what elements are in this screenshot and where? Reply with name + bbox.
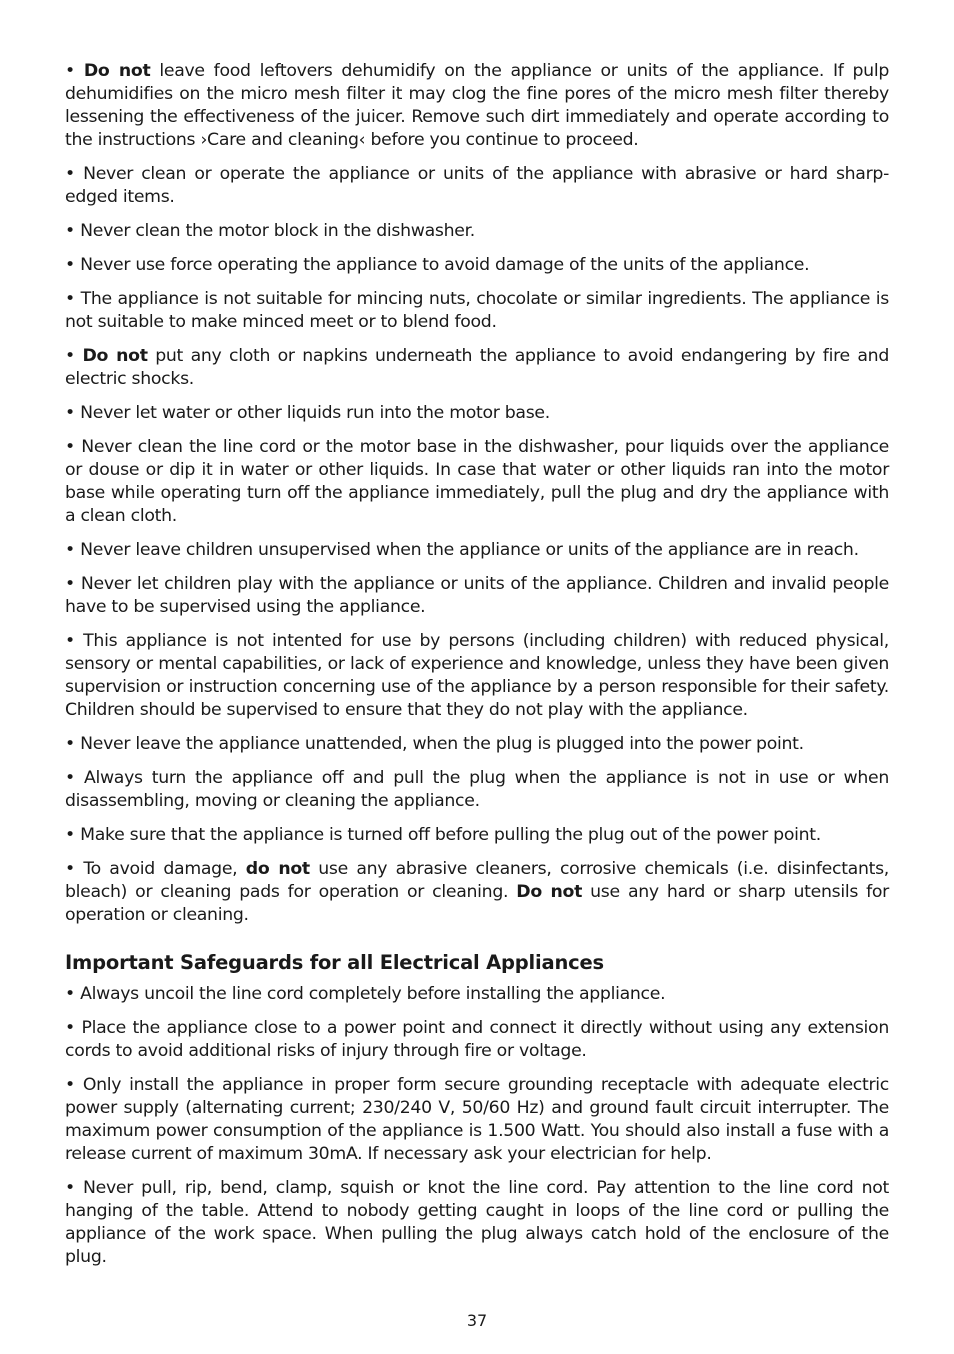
safety-paragraph xyxy=(65,254,889,277)
safety-paragraph xyxy=(65,824,889,847)
paragraph-text: leave food leftovers dehumidify on the appliance or units of the appliance. If pulp dehumidifies on the micro mesh filter it may clog the fine pores of the micro mesh filter thereby lessening the effectiveness of the juicer. Remove such dirt immediately and operate according to the instructions ›Care and cleaning‹ before you continue to proceed. xyxy=(65,61,889,150)
paragraph-text: Never leave children unsupervised when the appliance or units of the appliance are in reach. xyxy=(80,540,859,560)
paragraph-text: Never clean the line cord or the motor base in the dishwasher, pour liquids over the appliance or douse or dip it in water or other liquids. In case that water or other liquids ran into the motor base while operating turn off the appliance immediately, pull the plug and dry the appliance with a clean cloth. xyxy=(65,437,889,526)
safety-paragraph xyxy=(65,60,889,152)
paragraph-text: Never use force operating the appliance to avoid damage of the units of the appliance. xyxy=(80,255,810,275)
page-number: 37 xyxy=(466,1311,488,1330)
safety-paragraph xyxy=(65,630,889,722)
paragraph-text: To avoid damage, xyxy=(83,859,246,879)
bullet: • xyxy=(65,1075,75,1095)
safety-paragraph xyxy=(65,1177,889,1269)
bullet: • xyxy=(65,403,75,423)
paragraph-text: Make sure that the appliance is turned off before pulling the plug out of the power point. xyxy=(80,825,821,845)
bold-emphasis: Do not xyxy=(83,61,151,81)
document-page xyxy=(65,60,889,1280)
bold-emphasis: Do not xyxy=(516,882,583,902)
paragraph-text: use any hard or sharp utensils for operation or cleaning. xyxy=(65,882,889,925)
paragraph-text: put any cloth or napkins underneath the appliance to avoid endangering by fire and electric shocks. xyxy=(65,346,889,389)
bullet: • xyxy=(65,1018,75,1038)
bullet: • xyxy=(65,859,75,879)
bullet: • xyxy=(65,346,75,366)
safety-paragraph xyxy=(65,163,889,209)
safety-paragraph xyxy=(65,220,889,243)
paragraph-text: This appliance is not intented for use by persons (including children) with reduced physical, sensory or mental capabilities, or lack of experience and knowledge, unless they have been given supervision or instruction concerning use of the appliance by a person responsible for their safety. Children should be supervised to ensure that they do not play with the appliance. xyxy=(65,631,889,720)
paragraph-text: Never clean the motor block in the dishwasher. xyxy=(80,221,476,241)
safety-paragraph xyxy=(65,539,889,562)
bullet: • xyxy=(65,221,75,241)
safety-paragraph xyxy=(65,1017,889,1063)
bullet: • xyxy=(65,734,75,754)
safety-paragraph xyxy=(65,858,889,927)
paragraph-text: Never let water or other liquids run into the motor base. xyxy=(80,403,550,423)
paragraph-text: Place the appliance close to a power point and connect it directly without using any extension cords to avoid additional risks of injury through fire or voltage. xyxy=(65,1018,889,1061)
paragraph-text: Always uncoil the line cord completely before installing the appliance. xyxy=(80,984,666,1004)
bullet: • xyxy=(65,61,75,81)
bullet: • xyxy=(65,574,75,594)
section-heading: Important Safeguards for all Electrical Appliances xyxy=(65,951,604,974)
paragraph-text: use any abrasive cleaners, corrosive chemicals (i.e. disinfectants, bleach) or cleaning pads for operation or cleaning. xyxy=(65,859,889,902)
bullet: • xyxy=(65,631,75,651)
safety-paragraph xyxy=(65,1074,889,1166)
bullet: • xyxy=(65,825,75,845)
paragraph-text: Only install the appliance in proper form secure grounding receptacle with adequate electric power supply (alternating current; 230/240 V, 50/60 Hz) and ground fault circuit interrupter. The maximum power consumption of the appliance is 1.500 Watt. You should also install a fuse with a release current of maximum 30mA. If necessary ask your electrician for help. xyxy=(65,1075,889,1164)
paragraph-text: Never pull, rip, bend, clamp, squish or knot the line cord. Pay attention to the line cord not hanging of the table. Attend to nobody getting caught in loops of the line cord or pulling the appliance of the work space. When pulling the plug always catch hold of the enclosure of the plug. xyxy=(65,1178,889,1267)
bold-emphasis: Do not xyxy=(82,346,148,366)
bullet: • xyxy=(65,984,75,1004)
paragraph-text: Always turn the appliance off and pull the plug when the appliance is not in use or when disassembling, moving or cleaning the appliance. xyxy=(65,768,889,811)
safety-paragraph xyxy=(65,288,889,334)
bullet: • xyxy=(65,540,75,560)
paragraph-text: Never leave the appliance unattended, when the plug is plugged into the power point. xyxy=(80,734,804,754)
bold-emphasis: do not xyxy=(245,859,310,879)
safety-paragraph xyxy=(65,345,889,391)
bullet: • xyxy=(65,255,75,275)
bullet: • xyxy=(65,289,75,309)
bullet: • xyxy=(65,1178,75,1198)
paragraph-text: Never let children play with the appliance or units of the appliance. Children and invalid people have to be supervised using the appliance. xyxy=(65,574,889,617)
safety-paragraph xyxy=(65,767,889,813)
safety-paragraph xyxy=(65,573,889,619)
safety-paragraph xyxy=(65,402,889,425)
safety-paragraph xyxy=(65,983,889,1006)
bullet: • xyxy=(65,437,75,457)
safety-paragraph xyxy=(65,436,889,528)
bullet: • xyxy=(65,768,75,788)
safety-paragraph xyxy=(65,733,889,756)
paragraph-text: The appliance is not suitable for mincing nuts, chocolate or similar ingredients. The appliance is not suitable to make minced meet or to blend food. xyxy=(65,289,889,332)
bullet: • xyxy=(65,164,75,184)
paragraph-text: Never clean or operate the appliance or units of the appliance with abrasive or hard sharp-edged items. xyxy=(65,164,889,207)
